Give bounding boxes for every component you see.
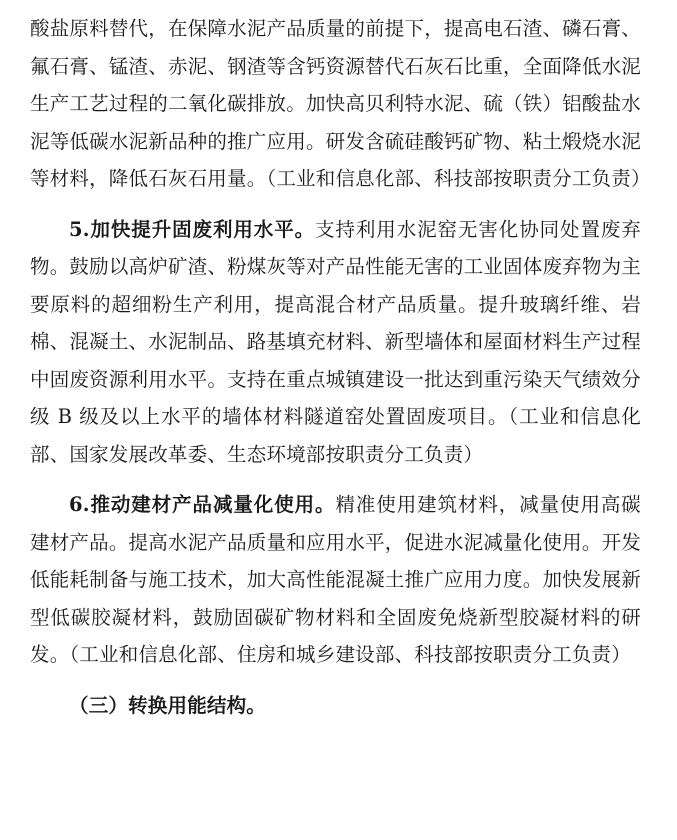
paragraph-heading-item-6: 6.推动建材产品减量化使用。 — [69, 493, 336, 516]
paragraph-text: 精准使用建筑材料，减量使用高碳建材产品。提高水泥产品质量和应用水平，促进水泥减量化使用。开发低能耗制备与施工技术，加大高性能混凝土推广应用力度。加快发展新型低碳胶凝材料，鼓励固碳矿物材料和全固废免烧新型胶凝材料的研发。（工业和信息化部、住房和城乡建设部、科技部按职责分工负责） — [30, 493, 641, 666]
paragraph-cement-materials — [30, 10, 651, 198]
paragraph-heading-item-5: 5.加快提升固废利用水平。 — [69, 217, 316, 241]
paragraph-section-3-heading — [30, 687, 641, 725]
paragraph-item-6 — [30, 486, 641, 674]
paragraph-text: 支持利用水泥窑无害化协同处置废弃物。鼓励以高炉矿渣、粉煤灰等对产品性能无害的工业固体废弃物为主要原料的超细粉生产利用，提高混合材产品质量。提升玻璃纤维、岩棉、混凝土、水泥制品、路基填充材料、新型墙体和屋面材料生产过程中固废资源利用水平。支持在重点城镇建设一批达到重污染天气绩效分级 B 级及以上水平的墙体材料隧道窑处置固废项目。（工业和信息化部、国家发展改革委、生态环境部按职责分工负责） — [30, 217, 642, 466]
paragraph-item-5 — [30, 211, 641, 474]
section-heading-three: （三）转换用能结构。 — [69, 693, 267, 717]
paragraph-text: 酸盐原料替代，在保障水泥产品质量的前提下，提高电石渣、磷石膏、氟石膏、锰渣、赤泥、钢渣等含钙资源替代石灰石比重，全面降低水泥生产工艺过程的二氧化碳排放。加快高贝利特水泥、硫（铁）铝酸盐水泥等低碳水泥新品种的推广应用。研发含硫硅酸钙矿物、粘土煅烧水泥等材料，降低石灰石用量。（工业和信息化部、科技部按职责分工负责） — [30, 17, 651, 190]
